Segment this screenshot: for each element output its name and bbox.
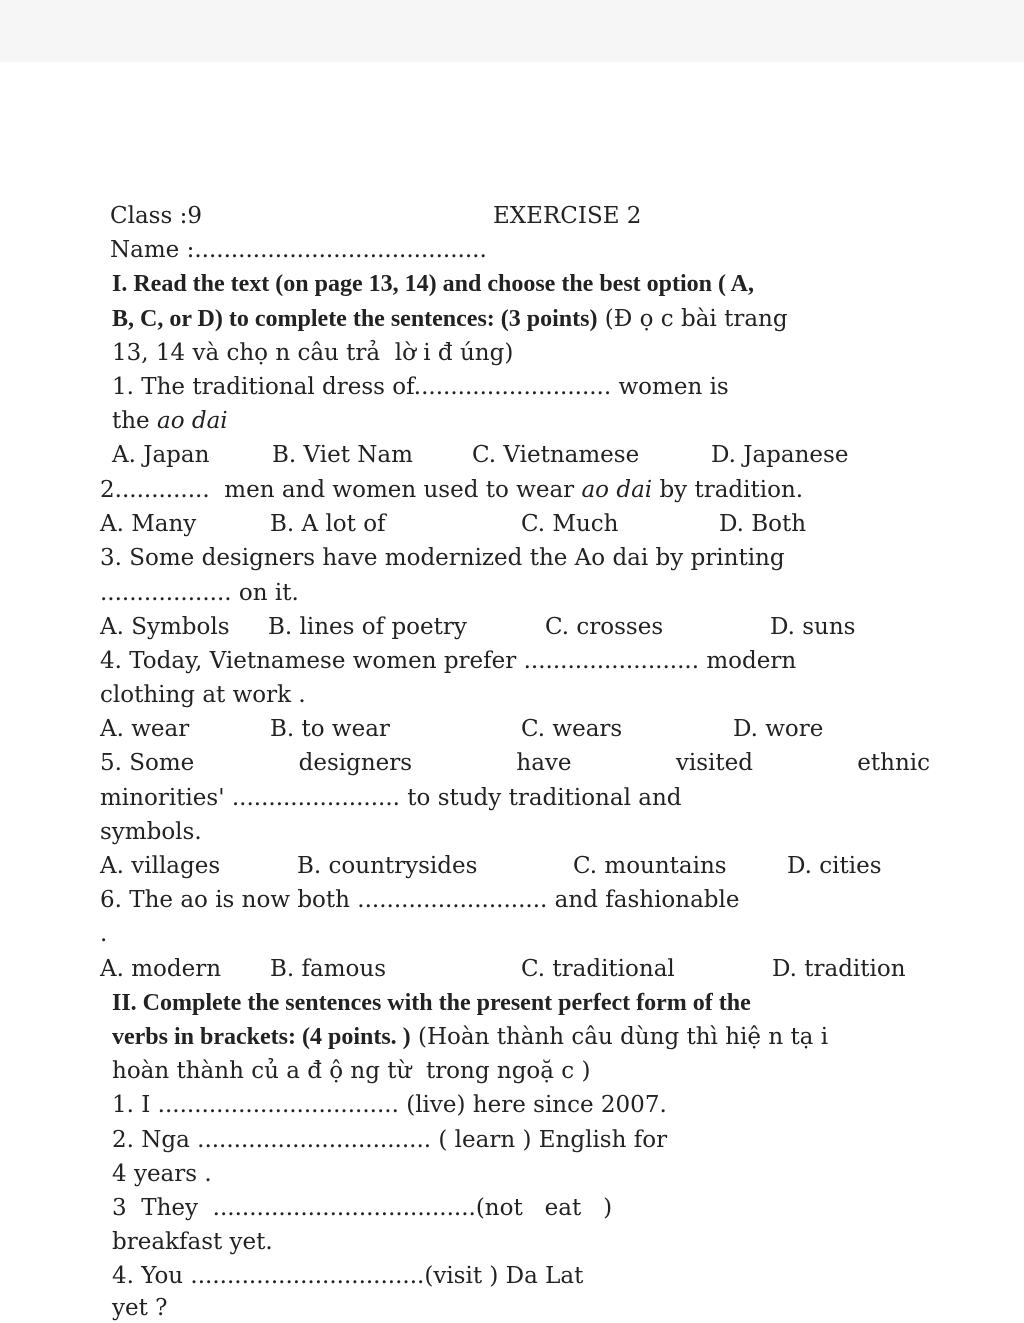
q1-stem-pre: the xyxy=(112,408,157,434)
q6-option-a: A. modern xyxy=(100,956,222,982)
q1-stem-line2 xyxy=(112,406,228,436)
top-bar xyxy=(0,0,1024,62)
q3-option-b: B. lines of poetry xyxy=(268,614,467,640)
q5-word: have xyxy=(516,750,572,776)
q6-option-c: C. traditional xyxy=(521,956,675,982)
q4-option-d: D. wore xyxy=(733,716,824,742)
part2-item-4-line1: 4. You ................................(visit ) Da Lat xyxy=(112,1263,584,1289)
name-line: Name :........................................ xyxy=(110,237,487,263)
part2-instruction-line1: II. Complete the sentences with the present perfect form of the xyxy=(112,990,751,1016)
q6-stem-line1: 6. The ao is now both .......................... and fashionable xyxy=(100,887,740,913)
q4-option-c: C. wears xyxy=(521,716,623,742)
q5-option-d: D. cities xyxy=(787,853,882,879)
q6-option-d: D. tradition xyxy=(772,956,906,982)
q2-option-c: C. Much xyxy=(521,511,619,537)
q1-option-c: C. Vietnamese xyxy=(472,442,640,468)
q2-stem-pre: 2............. men and women used to wear xyxy=(100,477,582,503)
q3-stem-line1: 3. Some designers have modernized the Ao dai by printing xyxy=(100,545,785,571)
q3-option-a: A. Symbols xyxy=(100,614,230,640)
part1-instruction-bold: B, C, or D) to complete the sentences: (3 points) xyxy=(112,306,598,332)
part1-instruction-line1: I. Read the text (on page 13, 14) and choose the best option ( A, xyxy=(112,271,754,297)
q2-stem-italic: ao dai xyxy=(581,477,653,503)
q6-stem-line2: . xyxy=(100,921,108,947)
q5-word: 5. Some xyxy=(100,750,195,776)
q2-stem-post: by tradition. xyxy=(652,477,804,503)
part2-instruction-bold: verbs in brackets: (4 points. ) xyxy=(112,1024,411,1050)
q2-option-b: B. A lot of xyxy=(270,511,386,537)
q4-stem-line2: clothing at work . xyxy=(100,682,306,708)
q5-option-b: B. countrysides xyxy=(297,853,478,879)
part1-instruction-line2 xyxy=(112,304,788,334)
exercise-title: EXERCISE 2 xyxy=(493,203,642,229)
q3-option-d: D. suns xyxy=(770,614,856,640)
q5-word: ethnic xyxy=(857,750,930,776)
q4-stem-line1: 4. Today, Vietnamese women prefer ........................ modern xyxy=(100,648,797,674)
q1-stem-line1: 1. The traditional dress of........................... women is xyxy=(112,374,729,400)
q5-option-a: A. villages xyxy=(100,853,221,879)
part2-instruction-line3: hoàn thành củ a đ ộ ng từ trong ngoặ c ) xyxy=(112,1058,591,1084)
q5-stem-line1 xyxy=(100,748,930,778)
q6-option-b: B. famous xyxy=(270,956,387,982)
q1-option-a: A. Japan xyxy=(112,442,210,468)
q2-option-d: D. Both xyxy=(719,511,807,537)
q3-option-c: C. crosses xyxy=(545,614,664,640)
q5-word: designers xyxy=(298,750,413,776)
part1-instruction-line3: 13, 14 và chọ n câu trả lờ i đ úng) xyxy=(112,340,514,366)
part1-instruction-tail: (Đ ọ c bài trang xyxy=(597,306,788,332)
q4-option-b: B. to wear xyxy=(270,716,390,742)
part2-item-2-line2: 4 years . xyxy=(112,1161,212,1187)
q5-word: visited xyxy=(675,750,753,776)
q3-stem-line2: .................. on it. xyxy=(100,580,299,606)
q5-stem-line3: symbols. xyxy=(100,819,202,845)
q5-stem-line2: minorities' ....................... to study traditional and xyxy=(100,785,682,811)
q4-option-a: A. wear xyxy=(100,716,190,742)
part2-item-3-line1: 3 They ....................................(not eat ) xyxy=(112,1195,613,1221)
q1-option-d: D. Japanese xyxy=(711,442,849,468)
q1-stem-italic: ao dai xyxy=(156,408,228,434)
q1-option-b: B. Viet Nam xyxy=(272,442,413,468)
part2-instruction-tail: (Hoàn thành câu dùng thì hiệ n tạ i xyxy=(410,1024,829,1050)
q2-stem-line1 xyxy=(100,475,803,505)
class-line: Class :9 xyxy=(110,203,202,229)
q2-option-a: A. Many xyxy=(100,511,197,537)
q5-option-c: C. mountains xyxy=(573,853,727,879)
part2-item-2-line1: 2. Nga ................................ ( learn ) English for xyxy=(112,1127,668,1153)
part2-item-4-line2: yet ? xyxy=(112,1295,168,1321)
part2-item-1: 1. I ................................. (live) here since 2007. xyxy=(112,1092,667,1118)
part2-instruction-line2 xyxy=(112,1022,828,1052)
part2-item-3-line2: breakfast yet. xyxy=(112,1229,273,1255)
